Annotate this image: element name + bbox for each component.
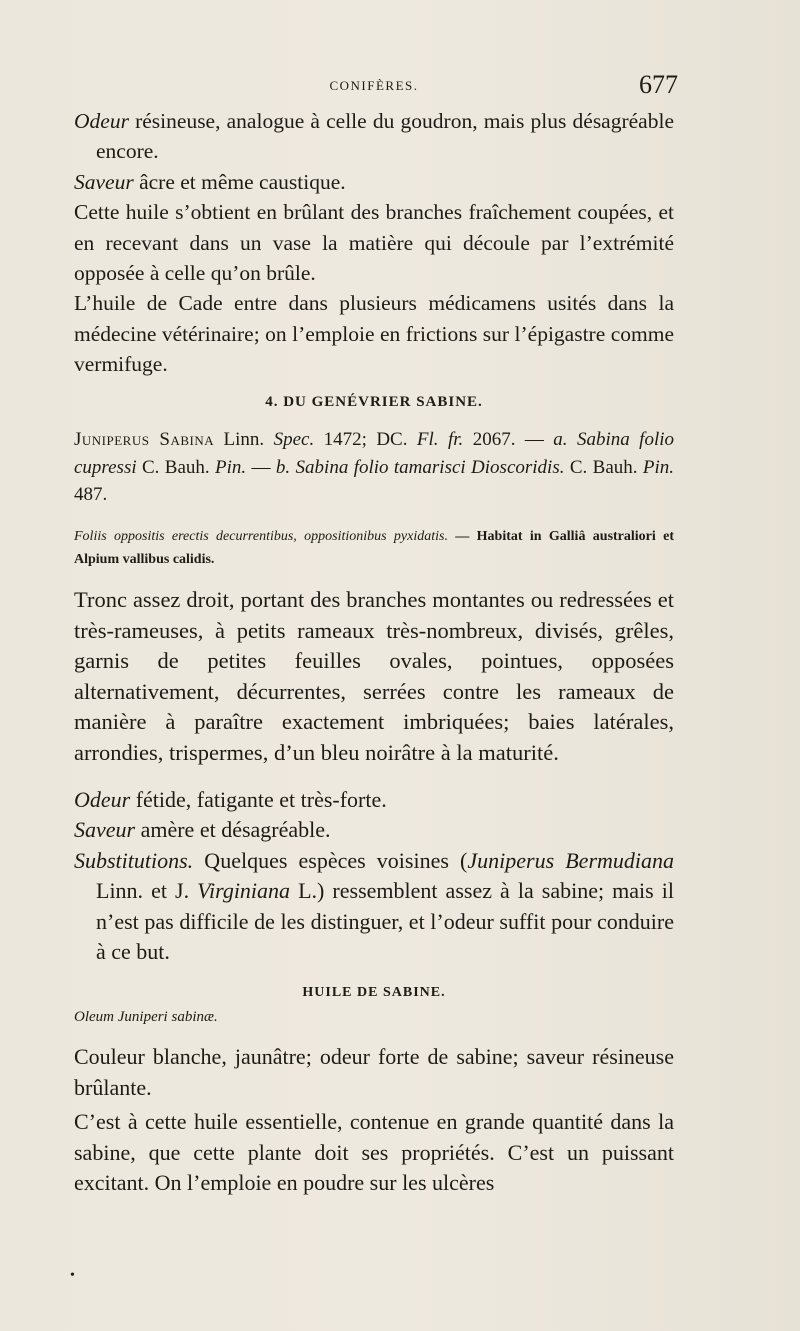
odeur-label: Odeur [74,109,129,133]
synonymy-text: 2067. — [463,429,554,450]
description-block [74,585,674,769]
synonymy-flfr: Fl. fr. [416,429,464,450]
saveur-paragraph-2 [74,815,674,845]
latin-diagnosis [74,525,674,571]
huile-body [74,1042,674,1199]
section-sabine [74,394,674,411]
synonymy-text: 487. [74,484,108,505]
usage-paragraph: L’huile de Cade entre dans plusieurs médicamens usités dans la médecine vétérinaire; on l’emploie en frictions sur l’épigastre comme vermifuge. [74,291,674,377]
huile-latin: Oleum Juniperi sabinæ. [74,1009,218,1025]
saveur-label-2: Saveur [74,817,136,843]
diagnosis-habitat: — Habitat in Galliâ australiori et Alpium vallibus calidis. [74,529,674,567]
synonymy-text: 1472; DC. [314,429,417,450]
huile-paragraph-1: Couleur blanche, jaunâtre; odeur forte de sabine; saveur résineuse brûlante. [74,1044,674,1100]
page-mark: • [70,1268,75,1283]
substitutions-text: Linn. et J. [96,878,198,904]
synonymy [74,426,674,509]
substitutions-text: L.) ressemblent assez à la sabine; mais il n’est pas difficile de les distinguer, et l’odeur suffit pour conduire à ce but. [96,878,674,965]
page-number: 677 [639,70,678,99]
odeur-text: résineuse, analogue à celle du goudron, mais plus désagréable encore. [96,109,674,164]
synonymy-pin: Pin. [642,456,675,478]
huile-paragraph-2: C’est à cette huile essentielle, contenue en grande quantité dans la sabine, que cette plante doit ses propriétés. C’est un puissant excitant. On l’emploie en poudre sur les ulcères [74,1109,674,1195]
substitutions-text: Quelques espèces voisines ( [193,847,468,873]
synonymy-text: — [246,456,276,478]
section-title: 4. DU GENÉVRIER SABINE. [265,394,483,410]
synonymy-b: b. Sabina folio tamarisci Dioscoridis. [275,456,565,478]
cade-oil-continuation [74,106,674,380]
synonymy-text: C. Bauh. [564,456,643,478]
species-name: Juniperus Sabina [74,429,215,450]
substitutions-species: Juniperus Bermudiana [467,847,675,873]
synonymy-block [74,426,674,509]
huile-title: HUILE DE SABINE. [302,985,446,1000]
substitutions-species: Virginiana [197,878,291,904]
substitutions-label: Substitutions. [74,847,194,873]
synonymy-a: a. Sabina folio cupressi [74,429,674,478]
diagnosis-block [74,525,674,571]
synonymy-text: Linn. [214,429,274,450]
saveur-text: âcre et même caustique. [133,169,346,194]
odeur-paragraph-2 [74,785,674,815]
properties-block [74,785,674,967]
saveur-text-2: amère et désagréable. [135,817,331,843]
description-paragraph: Tronc assez droit, portant des branches montantes ou redressées et très-rameuses, à petits rameaux très-nombreux, divisés, grêles, garnis de petites feuilles ovales, pointues, opposées alternativement, décurrentes, serrées contre les rameaux de manière à paraître exactement imbriquées; baies latérales, arrondies, trispermes, d’un bleu noirâtre à la maturité. [74,587,674,765]
odeur-text-2: fétide, fatigante et très-forte. [130,787,387,812]
diagnosis-latin: Foliis oppositis erectis decurrentibus, oppositionibus pyxidatis. [74,529,448,544]
running-title: CONIFÈRES. [329,78,419,93]
huile-latin-block [74,1009,674,1026]
saveur-label: Saveur [74,169,134,194]
odeur-paragraph [74,106,674,167]
synonymy-pin: Pin. [215,456,247,478]
preparation-paragraph: Cette huile s’obtient en brûlant des branches fraîchement coupées, et en recevant dans un vase la matière qui découle par l’extrémité opposée à celle qu’on brûle. [74,200,674,286]
huile-section [74,985,674,1001]
substitutions-paragraph [74,846,674,968]
synonymy-text: C. Bauh. [136,456,216,478]
page-header [74,70,678,106]
synonymy-spec: Spec. [273,429,315,450]
odeur-label-2: Odeur [74,787,131,812]
saveur-paragraph [74,167,674,197]
